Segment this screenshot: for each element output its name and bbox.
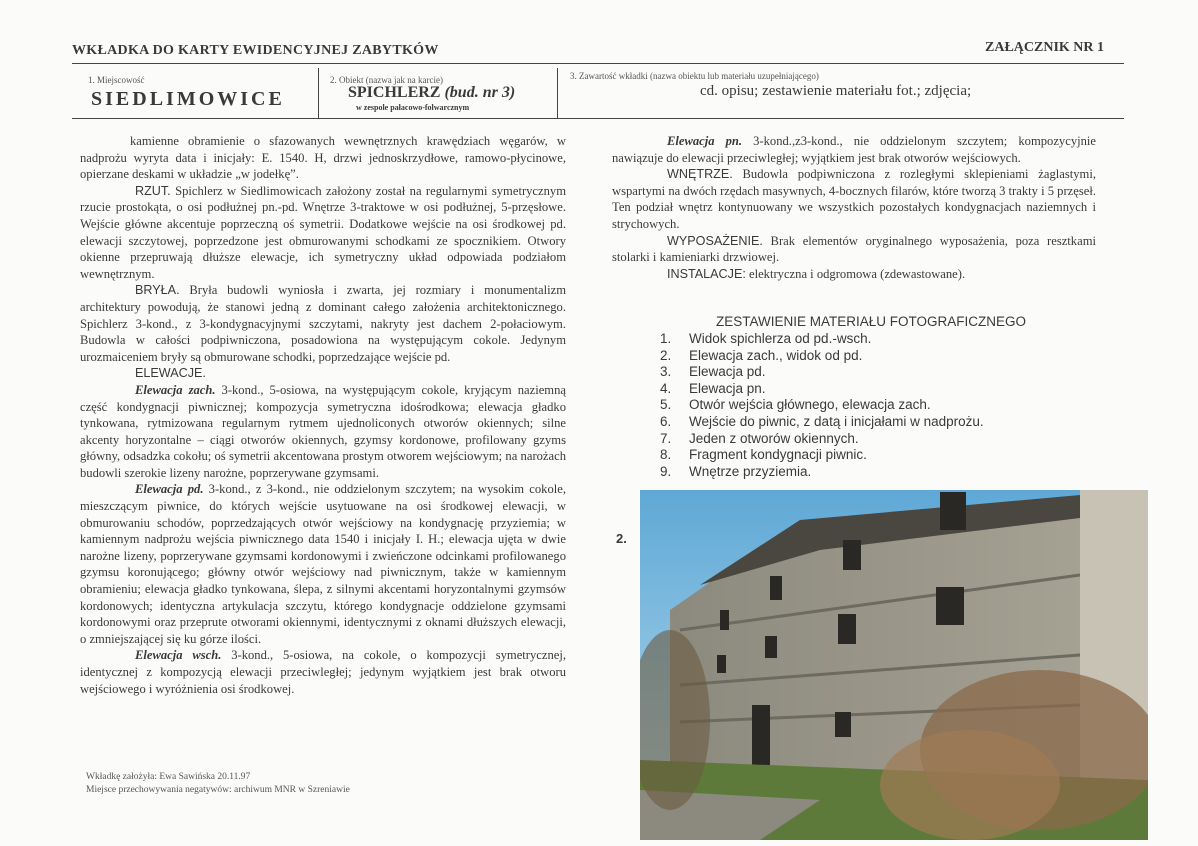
photo-list-text: Widok spichlerza od pd.-wsch.: [689, 331, 872, 346]
photo-list-number: 5.: [660, 397, 672, 413]
paragraph-elewacja-wsch: Elewacja wsch. 3-kond., 5-osiowa, na cokole, o kompozycji symetrycznej, identycznej z kompozycją elewacji przeciwległej; jedynym wyjątkiem jest brak otworu wejściowego i wyróżnienia osi środkowej.: [80, 648, 566, 696]
heading-elewacja-pn: Elewacja pn.: [667, 134, 743, 148]
heading-elewacje: ELEWACJE.: [135, 366, 206, 381]
photo-list-text: Elewacja zach., widok od pd.: [689, 347, 863, 363]
photo-list-text: Jeden z otworów okiennych.: [689, 430, 859, 446]
field-divider-2: [557, 68, 558, 118]
photo-list: [660, 331, 984, 480]
photo-list-text: Wnętrze przyziemia.: [689, 463, 812, 479]
photo-list-item: [660, 348, 984, 365]
right-column: [612, 133, 1096, 282]
header-rule-top: [72, 63, 1124, 64]
left-column: [80, 133, 566, 697]
heading-elewacja-zach: Elewacja zach.: [135, 382, 216, 397]
heading-instalacje: INSTALACJE:: [667, 266, 746, 281]
photo-list-item: [660, 331, 984, 348]
photo-list-item: [660, 447, 984, 464]
paragraph-wyposazenie: WYPOSAŻENIE. Brak elementów oryginalnego wyposażenia, poza resztkami stolarki i kamieniarki drzwiowej.: [612, 233, 1096, 265]
object-name: SPICHLERZ: [348, 84, 441, 101]
photo-list-text: Fragment kondygnacji piwnic.: [689, 447, 867, 463]
photo-list-number: 3.: [660, 364, 672, 380]
photo-list-item: [660, 431, 984, 448]
photo-list-number: 1.: [660, 331, 672, 346]
photo-list-number: 6.: [660, 413, 672, 429]
photo-list-item: [660, 397, 984, 414]
field-divider-1: [318, 68, 319, 118]
photo-list-number: 8.: [660, 447, 672, 463]
footer-author: Wkładkę założyła: Ewa Sawińska 20.11.97: [86, 772, 251, 782]
place-label: 1. Miejscowość: [88, 75, 145, 85]
document-title: WKŁADKA DO KARTY EWIDENCYJNEJ ZABYTKÓW: [72, 43, 439, 58]
paragraph-wnetrze: WNĘTRZE. Budowla podpiwniczona z rozległymi sklepieniami żaglastymi, wspartymi na dwóch rzędach masywnych, 4-bocznych filarów, które tworzą 3 trakty i 5 przęseł. Ten podział wnętrz kontynuowany we wszystkich pozostałych kondygnacjach naziemnych i strychowych.: [612, 167, 1096, 231]
content-value: cd. opisu; zestawienie materiału fot.; zdjęcia;: [700, 83, 972, 99]
heading-bryla: BRYŁA.: [135, 283, 180, 298]
heading-wyposazenie: WYPOSAŻENIE.: [667, 233, 763, 248]
attachment-label: ZAŁĄCZNIK NR 1: [985, 40, 1105, 55]
paragraph-elewacja-pd: Elewacja pd. 3-kond., z 3-kond., nie oddzielonym szczytem; na wysokim cokole, mieszczącym piwnice, do których wejście usytuowane na osi środkowej elewacji, w obmurowaniu schodów, poprzedzających otwór wejściowy na kondygnację przyziemia; w kamiennym nadprożu wejścia piwnicznego data 1540 i inicjały I. H.; elewacja ujęta w dwie narożne lizeny, poprzerywane gzymsami kordonowymi i zwieńczone odcinkami profilowanego gzymsu koronującego; główny otwór wejściowy nad piwnicznym, także w kamiennym obramieniu; elewacja gładko tynkowana, ślepa, z silnymi akcentami horyzontalnymi gzymsów kordonowych; identyczna artykulacja szczytu, którego kondygnacje oddzielone gzymsami kordonowymi oraz przeprute otworami okiennymi, identycznymi z oknami dłuższych elewacji, o zmniejszającej się ku górze ilości.: [80, 482, 566, 646]
place-value: SIEDLIMOWICE: [91, 88, 285, 110]
paragraph-instalacje: INSTALACJE: elektryczna i odgromowa (zdewastowane).: [667, 266, 966, 281]
heading-elewacja-wsch: Elewacja wsch.: [135, 648, 222, 663]
paragraph-rzut: RZUT. Spichlerz w Siedlimowicach założony został na regularnymi symetrycznym rzucie prostokąta, o osi podłużnej pn.-pd. Wnętrze 3-traktowe w osi podłużnej, 5-przęsłowe. Wejście główne akcentuje poprzeczną oś symetrii. Dodatkowe wejście na osi środkowej pd. elewacji szczytowej, poprzedzone jest obmurowanymi schodkami ze spocznikiem. Otwory okienne przepruwają dłuższe elewacje, ich symetryczny układ odpowiada podziałom wewnętrznym.: [80, 183, 566, 281]
photo-list-text: Elewacja pn.: [689, 380, 766, 396]
photo-list-text: Wejście do piwnic, z datą i inicjałami w nadprożu.: [689, 413, 984, 429]
object-number: (bud. nr 3): [444, 84, 516, 101]
granary-photo: [640, 490, 1148, 840]
heading-elewacja-pd: Elewacja pd.: [135, 482, 204, 497]
photo-list-number: 9.: [660, 463, 672, 479]
photo-list-item: [660, 381, 984, 398]
object-value: [348, 84, 515, 102]
paragraph-opening: kamienne obramienie o sfazowanych wewnętrznych krawędziach węgarów, w nadprożu wyryta data i inicjały: E. 1540. H, drzwi jednoskrzydłowe, ramowo-płycinowe, opierzane deskami w układzie „w jodełkę”.: [80, 134, 566, 182]
paragraph-elewacja-zach: Elewacja zach. 3-kond., 5-osiowa, na występującym cokole, kryjącym naziemną część kondygnacji piwnicznej; kompozycja symetryczna idośrodkowa; elewacja gładko tynkowana, rytmizowana regularnym rytmem ujednoliconych otworów okiennych; silne akcenty horyzontalne – ciągi otworów okiennych, gzymsy kordonowe, profilowany gzyms główny, odsadzka cokołu; oś symetrii akcentowana prostym otworem wejściowym; na narożach budowli szerokie lizeny narożne, poprzerywane gzymsami.: [80, 382, 566, 480]
heading-wnetrze: WNĘTRZE.: [667, 167, 733, 182]
paragraph-elewacja-pn: Elewacja pn. 3-kond.,z3-kond., nie oddzielonym szczytem; kompozycyjnie nawiązuje do elewacji przeciwległej; wyjątkiem jest brak otworów wejściowych.: [612, 134, 1096, 165]
photo-list-item: [660, 364, 984, 381]
photo-list-number: 4.: [660, 380, 672, 396]
heading-rzut: RZUT.: [135, 183, 171, 198]
photo-list-title: ZESTAWIENIE MATERIAŁU FOTOGRAFICZNEGO: [716, 314, 1027, 329]
photo-list-item: [660, 464, 984, 481]
photo-number: 2.: [616, 531, 627, 546]
object-label: 2. Obiekt (nazwa jak na karcie): [330, 75, 443, 85]
photo-list-text: Elewacja pd.: [689, 364, 766, 380]
granary-photo-illustration: [640, 490, 1148, 840]
object-subtitle: w zespole pałacowo-folwarcznym: [356, 103, 470, 112]
header-rule-bottom: [72, 118, 1124, 119]
paragraph-bryla: BRYŁA. Bryła budowli wyniosła i zwarta, jej rozmiary i monumentalizm architektury powodują, że stanowi jedną z dominant całego założenia architektonicznego. Spichlerz 3-kond., z 3-kondygnacyjnymi szczytami, nakryty jest dachem 2-połaciowym. Budowla w całości podpiwniczona, posadowiona na występującym cokole. Jedynym urozmaiceniem bryły są obmurowane schodki, poprzedzające wejście pd.: [80, 283, 566, 364]
content-label: 3. Zawartość wkładki (nazwa obiektu lub materiału uzupełniającego): [570, 71, 819, 81]
photo-list-item: [660, 414, 984, 431]
photo-list-number: 2.: [660, 347, 672, 363]
photo-list-number: 7.: [660, 430, 672, 446]
photo-list-text: Otwór wejścia głównego, elewacja zach.: [689, 397, 931, 413]
footer-storage: Miejsce przechowywania negatywów: archiwum MNR w Szreniawie: [86, 785, 350, 795]
